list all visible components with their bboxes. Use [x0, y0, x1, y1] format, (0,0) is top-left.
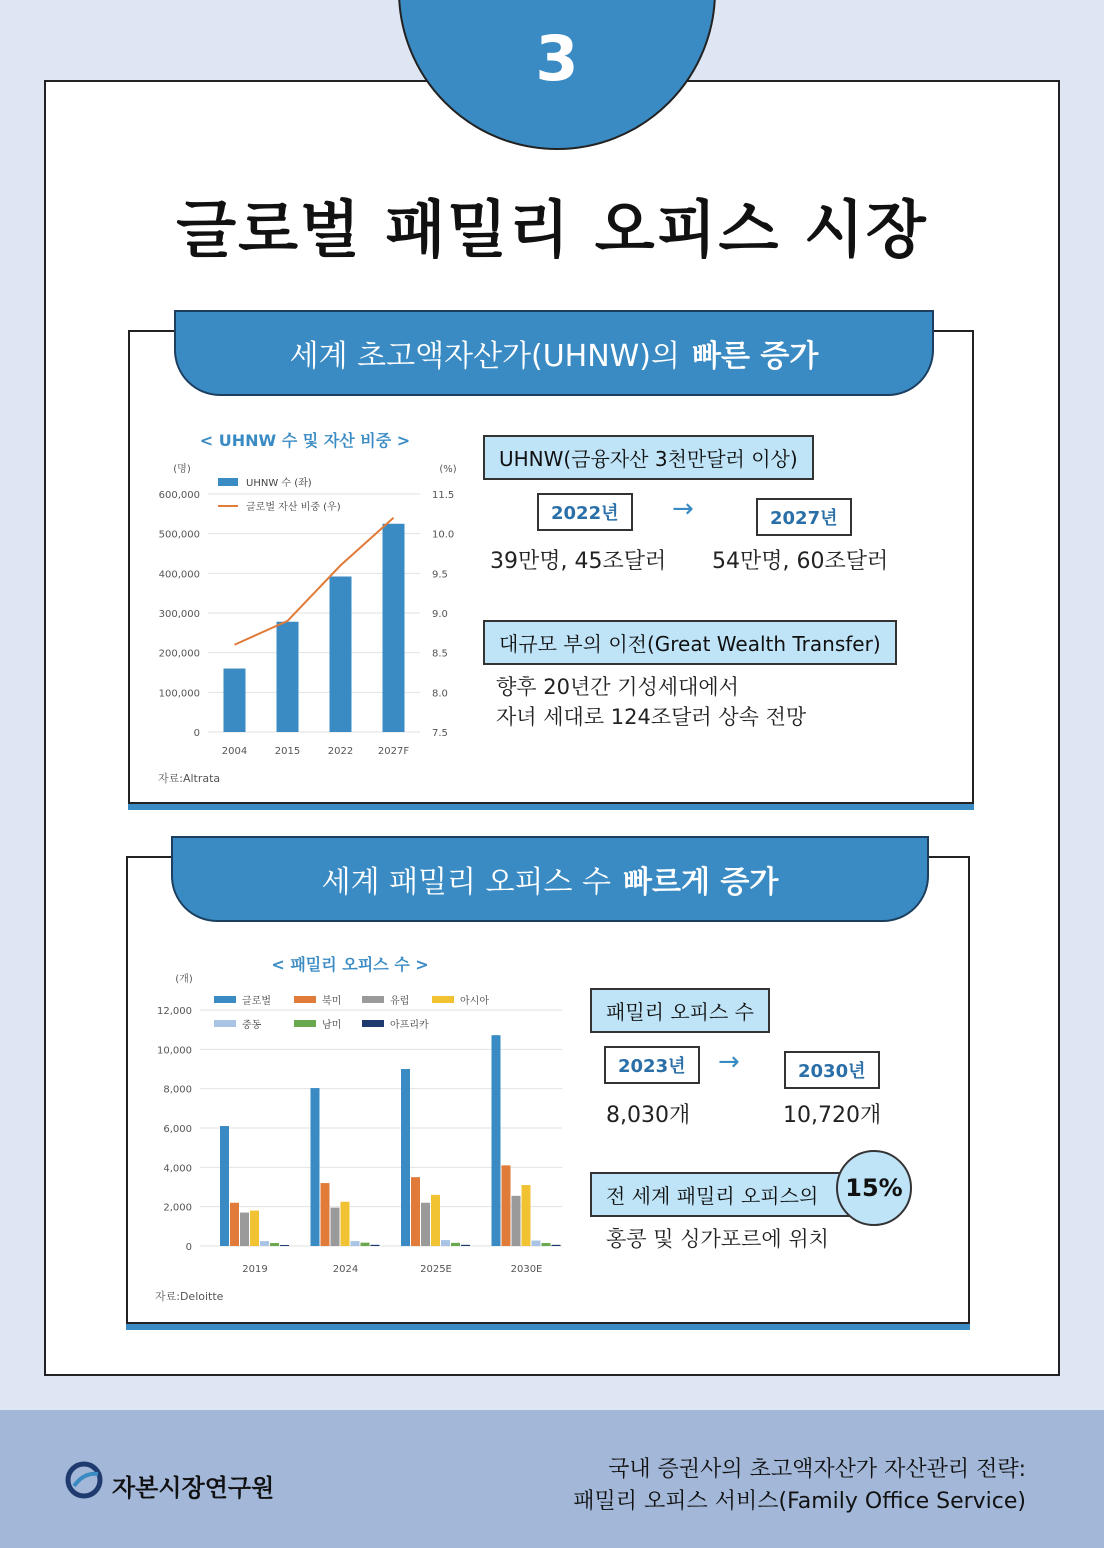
legend-swatch — [294, 996, 316, 1003]
bar-아시아 — [522, 1185, 531, 1246]
bar-남미 — [542, 1243, 551, 1246]
uhnw-chart — [150, 456, 470, 766]
x-tick: 2024 — [332, 1264, 359, 1275]
family-office-banner-text: 세계 패밀리 오피스 수 — [321, 865, 612, 900]
legend-label: 중동 — [242, 1020, 262, 1031]
bar-유럽 — [240, 1213, 249, 1246]
legend-swatch — [214, 996, 236, 1003]
bar-중동 — [532, 1240, 541, 1246]
y-right-tick: 11.5 — [432, 490, 455, 501]
uhnw-banner-text: 세계 초고액자산가(UHNW)의 — [289, 339, 680, 374]
year-2023-box: 2023년 — [604, 1046, 700, 1084]
share-percent-badge: 15% — [836, 1150, 912, 1226]
x-tick: 2015 — [274, 746, 301, 757]
x-tick: 2004 — [221, 746, 248, 757]
x-tick: 2027F — [377, 746, 410, 757]
legend-swatch — [432, 996, 454, 1003]
section-rule — [128, 804, 974, 810]
bar-중동 — [351, 1241, 360, 1246]
bar-유럽 — [512, 1196, 521, 1246]
year-2022-box: 2022년 — [537, 493, 633, 531]
y-left-tick: 0 — [193, 728, 200, 739]
bar-아프리카 — [280, 1245, 289, 1246]
y-left-tick: 500,000 — [158, 529, 200, 541]
family-office-banner-bold: 빠르게 증가 — [623, 865, 779, 900]
wealth-transfer-desc-line2: 자녀 세대로 124조달러 상속 전망 — [496, 705, 807, 729]
legend-label: 아프리카 — [390, 1020, 429, 1031]
year-2030-box: 2030년 — [784, 1051, 880, 1089]
y-left-tick: 200,000 — [158, 648, 200, 660]
section-number: 3 — [535, 22, 579, 95]
y-right-tick: 10.0 — [432, 529, 455, 541]
y-tick: 2,000 — [163, 1202, 192, 1214]
wealth-transfer-desc — [496, 672, 806, 732]
x-tick: 2030E — [510, 1264, 543, 1275]
y-right-tick: 9.5 — [432, 569, 448, 581]
uhnw-bar — [277, 622, 299, 732]
y-right-tick: 7.5 — [432, 728, 448, 739]
bar-북미 — [321, 1183, 330, 1246]
family-office-source: 자료:Deloitte — [155, 1290, 224, 1303]
bar-중동 — [260, 1241, 269, 1246]
legend-label: 글로벌 자산 비중 (우) — [246, 502, 341, 513]
arrow-icon: → — [672, 494, 694, 524]
y-tick: 6,000 — [163, 1124, 192, 1135]
value-2023: 8,030개 — [606, 1103, 691, 1128]
global-share-label: 전 세계 패밀리 오피스의 — [590, 1172, 884, 1217]
uhnw-bar — [330, 577, 352, 732]
uhnw-bar — [383, 524, 405, 732]
legend-swatch — [294, 1020, 316, 1027]
bar-북미 — [502, 1165, 511, 1246]
y-right-unit: (%) — [439, 464, 457, 475]
y-left-unit: (명) — [173, 464, 191, 475]
legend-label: 유럽 — [390, 996, 410, 1007]
bar-유럽 — [421, 1203, 430, 1246]
page-title: 글로벌 패밀리 오피스 시장 — [176, 193, 928, 266]
uhnw-source: 자료:Altrata — [158, 772, 221, 785]
bar-아시아 — [250, 1211, 259, 1246]
y-left-tick: 600,000 — [158, 490, 200, 501]
legend-swatch — [362, 1020, 384, 1027]
value-2030: 10,720개 — [783, 1103, 882, 1128]
section-rule — [126, 1324, 970, 1330]
uhnw-banner-bold: 빠른 증가 — [692, 339, 819, 374]
family-office-banner — [171, 836, 929, 922]
bar-글로벌 — [401, 1069, 410, 1246]
bar-글로벌 — [311, 1088, 320, 1246]
bar-남미 — [451, 1243, 460, 1246]
bar-아프리카 — [371, 1245, 380, 1246]
x-tick: 2019 — [242, 1264, 268, 1275]
legend-label: UHNW 수 (좌) — [246, 478, 312, 489]
family-office-chart — [150, 966, 570, 1286]
footer — [0, 1410, 1104, 1548]
legend-label: 글로벌 — [242, 996, 271, 1007]
y-tick: 0 — [185, 1242, 192, 1253]
x-tick: 2022 — [327, 746, 354, 757]
y-right-tick: 8.5 — [432, 648, 448, 660]
family-office-count-label: 패밀리 오피스 수 — [590, 988, 770, 1033]
family-office-chart-title: < 패밀리 오피스 수 > — [271, 955, 429, 974]
wealth-transfer-label: 대규모 부의 이전(Great Wealth Transfer) — [483, 620, 897, 665]
bar-아시아 — [341, 1202, 350, 1246]
bar-아프리카 — [552, 1245, 561, 1246]
bar-아시아 — [431, 1195, 440, 1246]
bar-북미 — [411, 1177, 420, 1246]
y-left-tick: 100,000 — [158, 688, 200, 700]
legend-swatch — [218, 478, 238, 486]
value-2027: 54만명, 60조달러 — [712, 549, 889, 574]
bar-남미 — [361, 1243, 370, 1246]
uhnw-chart-title: < UHNW 수 및 자산 비중 > — [199, 431, 411, 450]
x-tick: 2025E — [420, 1264, 452, 1275]
y-tick: 4,000 — [163, 1163, 192, 1175]
legend-swatch — [362, 996, 384, 1003]
bar-중동 — [441, 1240, 450, 1246]
report-title-line2: 패밀리 오피스 서비스(Family Office Service) — [573, 1489, 1026, 1514]
bar-아프리카 — [461, 1245, 470, 1246]
wealth-transfer-desc-line1: 향후 20년간 기성세대에서 — [496, 675, 739, 699]
value-2022: 39만명, 45조달러 — [490, 549, 667, 574]
y-unit: (개) — [175, 974, 193, 985]
uhnw-bar — [224, 669, 246, 732]
bar-글로벌 — [220, 1126, 229, 1246]
org-name: 자본시장연구원 — [112, 1474, 275, 1502]
y-tick: 8,000 — [163, 1084, 192, 1096]
y-tick: 12,000 — [157, 1006, 192, 1017]
y-right-tick: 9.0 — [432, 609, 448, 620]
kcmi-logo-icon — [64, 1460, 104, 1500]
bar-글로벌 — [492, 1035, 501, 1246]
legend-label: 남미 — [322, 1020, 342, 1031]
uhnw-banner — [174, 310, 934, 396]
y-left-tick: 300,000 — [158, 609, 200, 620]
legend-swatch — [214, 1020, 236, 1027]
legend-label: 북미 — [322, 996, 342, 1007]
report-title-line1: 국내 증권사의 초고액자산가 자산관리 전략: — [608, 1457, 1026, 1482]
share-line — [235, 518, 394, 645]
legend-label: 아시아 — [460, 996, 489, 1007]
bar-유럽 — [331, 1208, 340, 1246]
y-tick: 10,000 — [157, 1045, 192, 1057]
year-2027-box: 2027년 — [756, 498, 852, 536]
y-right-tick: 8.0 — [432, 688, 448, 700]
uhnw-definition-label: UHNW(금융자산 3천만달러 이상) — [483, 435, 814, 480]
y-left-tick: 400,000 — [158, 569, 200, 581]
bar-남미 — [270, 1243, 279, 1246]
bar-북미 — [230, 1203, 239, 1246]
global-share-desc: 홍콩 및 싱가포르에 위치 — [606, 1227, 829, 1251]
report-title — [573, 1454, 1026, 1518]
arrow-icon: → — [718, 1047, 740, 1077]
